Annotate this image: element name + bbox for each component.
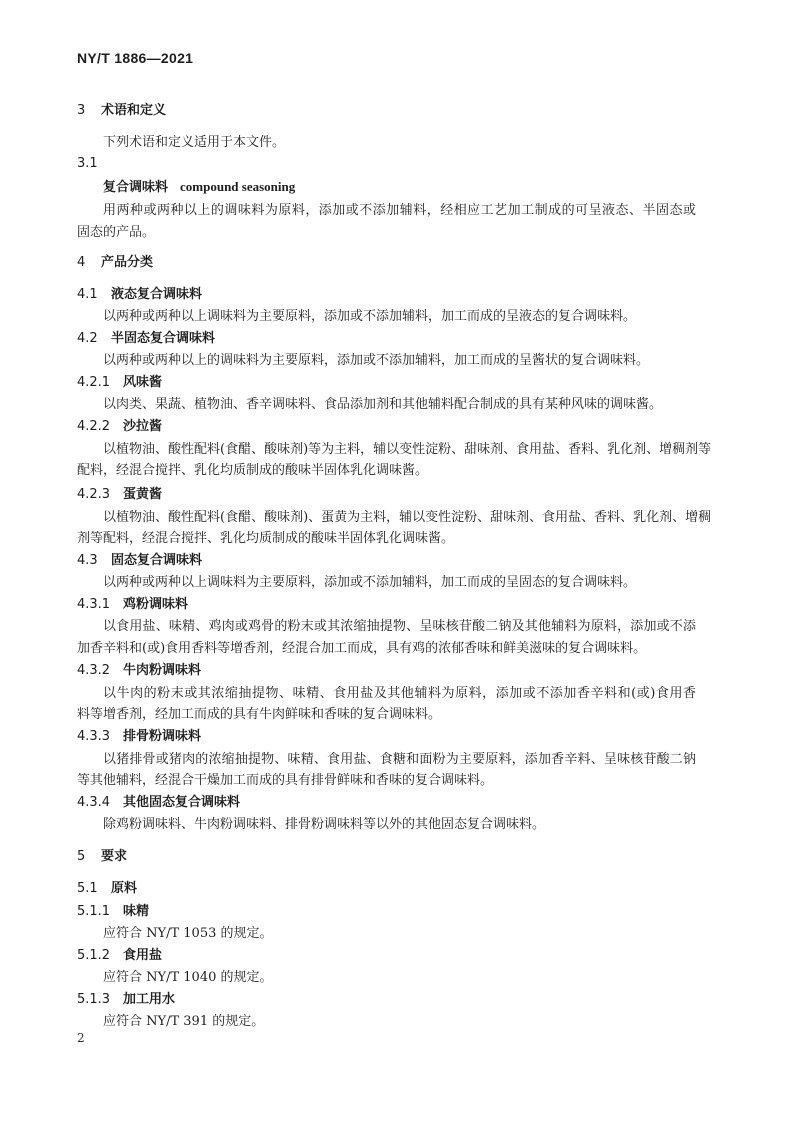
clause-number: 4.3.1	[77, 597, 111, 612]
term-english: compound seasoning	[180, 179, 296, 194]
section-number: 5	[77, 849, 86, 864]
clause-number: 5.1	[77, 881, 98, 896]
clause-4-3-3-line-2: 等其他辅料，经混合干燥加工而成的具有排骨鲜味和香味的复合调味料。	[77, 773, 494, 788]
clause-5-1-3-text: 应符合 NY/T 391 的规定。	[103, 1014, 265, 1029]
clause-5-1-2-heading	[77, 947, 162, 965]
clause-3-1-number: 3.1	[77, 156, 98, 171]
clause-title: 半固态复合调味料	[111, 331, 216, 346]
clause-number: 4.1	[77, 287, 98, 302]
clause-4-3-text: 以两种或两种以上调味料为主要原料，添加或不添加辅料，加工而成的呈固态的复合调味料。	[103, 575, 637, 590]
definition-line-1: 用两种或两种以上的调味料为原料，添加或不添加辅料，经相应工艺加工制成的可呈液态、半固态或	[103, 203, 696, 218]
clause-4-2-3-heading	[77, 486, 162, 504]
clause-number: 4.3.3	[77, 729, 111, 744]
clause-title: 食用盐	[123, 948, 163, 963]
clause-title: 牛肉粉调味料	[123, 663, 202, 678]
clause-number: 4.3.4	[77, 795, 111, 810]
clause-title: 液态复合调味料	[111, 287, 203, 302]
clause-4-3-1-line-1: 以食用盐、味精、鸡肉或鸡骨的粉末或其浓缩抽提物、呈味核苷酸二钠及其他辅料为原料，添加或不添	[103, 619, 696, 634]
clause-title: 蛋黄酱	[123, 487, 163, 502]
clause-title: 原料	[111, 881, 138, 896]
clause-5-1-3-heading	[77, 991, 175, 1009]
term-chinese: 复合调味料	[103, 180, 169, 195]
clause-4-3-3-line-1: 以猪排骨或猪肉的浓缩抽提物、味精、食用盐、食糖和面粉为主要原料，添加香辛料、呈味核苷酸二钠	[103, 752, 696, 767]
clause-4-3-heading	[77, 552, 202, 570]
clause-number: 4.3	[77, 553, 98, 568]
clause-4-3-4-text: 除鸡粉调味料、牛肉粉调味料、排骨粉调味料等以外的其他固态复合调味料。	[103, 817, 546, 832]
clause-number: 5.1.3	[77, 992, 111, 1007]
clause-number: 5.1.2	[77, 948, 111, 963]
term-entry	[103, 178, 295, 197]
clause-4-3-2-line-2: 料等增香剂，经加工而成的具有牛肉鲜味和香味的复合调味料。	[77, 707, 442, 722]
clause-title: 鸡粉调味料	[123, 597, 189, 612]
clause-title: 风味酱	[123, 375, 163, 390]
clause-title: 其他固态复合调味料	[123, 795, 241, 810]
clause-4-1-text: 以两种或两种以上调味料为主要原料，添加或不添加辅料，加工而成的呈液态的复合调味料。	[103, 309, 637, 324]
section-number: 4	[77, 255, 86, 270]
clause-title: 加工用水	[123, 992, 176, 1007]
clause-4-2-heading	[77, 330, 215, 348]
clause-5-1-1-text: 应符合 NY/T 1053 的规定。	[103, 926, 273, 941]
clause-title: 味精	[123, 904, 150, 919]
clause-4-1-heading	[77, 286, 202, 304]
clause-number: 4.2	[77, 331, 98, 346]
section-title: 术语和定义	[101, 103, 167, 118]
clause-4-2-3-line-2: 剂等配料，经混合搅拌、乳化均质制成的酸味半固体乳化调味酱。	[77, 531, 455, 546]
clause-4-2-1-text: 以肉类、果蔬、植物油、香辛调味料、食品添加剂和其他辅料配合制成的具有某种风味的调味酱。	[103, 397, 663, 412]
clause-title: 固态复合调味料	[111, 553, 203, 568]
clause-4-2-2-heading	[77, 418, 162, 436]
clause-4-3-3-heading	[77, 728, 201, 746]
clause-4-2-text: 以两种或两种以上的调味料为主要原料，添加或不添加辅料，加工而成的呈酱状的复合调味料。	[103, 353, 650, 368]
clause-4-2-2-line-1: 以植物油、酸性配料(食醋、酸味剂)等为主料，辅以变性淀粉、甜味剂、食用盐、香料、乳化剂、增稠剂等	[103, 442, 712, 457]
clause-4-3-1-heading	[77, 596, 188, 614]
clause-4-3-2-line-1: 以牛肉的粉末或其浓缩抽提物、味精、食用盐及其他辅料为原料，添加或不添加香辛料和(或)食用香	[103, 686, 696, 701]
clause-5-1-heading	[77, 880, 137, 898]
clause-4-2-1-heading	[77, 374, 162, 392]
section-4-heading	[77, 254, 153, 272]
clause-4-3-1-line-2: 加香辛料和(或)食用香料等增香剂，经混合加工而成，具有鸡的浓郁香味和鲜美滋味的复合调味料。	[77, 641, 647, 656]
section-number: 3	[77, 103, 86, 118]
section-title: 产品分类	[101, 255, 154, 270]
clause-4-3-4-heading	[77, 794, 240, 812]
clause-5-1-1-heading	[77, 903, 149, 921]
section-5-heading	[77, 848, 127, 866]
clause-number: 4.2.2	[77, 419, 111, 434]
clause-4-3-2-heading	[77, 662, 201, 680]
clause-title: 排骨粉调味料	[123, 729, 202, 744]
section-3-heading	[77, 102, 166, 120]
clause-4-2-2-line-2: 配料，经混合搅拌、乳化均质制成的酸味半固体乳化调味酱。	[77, 463, 429, 478]
clause-5-1-2-text: 应符合 NY/T 1040 的规定。	[103, 970, 273, 985]
clause-number: 4.2.1	[77, 375, 111, 390]
clause-number: 5.1.1	[77, 904, 111, 919]
clause-number: 4.2.3	[77, 487, 111, 502]
standard-code-header: NY/T 1886—2021	[77, 50, 194, 66]
section-3-intro: 下列术语和定义适用于本文件。	[103, 135, 286, 150]
clause-number: 4.3.2	[77, 663, 111, 678]
section-title: 要求	[101, 849, 128, 864]
definition-line-2: 固态的产品。	[77, 225, 156, 240]
page-number: 2	[77, 1031, 85, 1045]
clause-title: 沙拉酱	[123, 419, 163, 434]
clause-4-2-3-line-1: 以植物油、酸性配料(食醋、酸味剂)、蛋黄为主料，辅以变性淀粉、甜味剂、食用盐、香料、乳化剂、增稠	[103, 510, 712, 525]
